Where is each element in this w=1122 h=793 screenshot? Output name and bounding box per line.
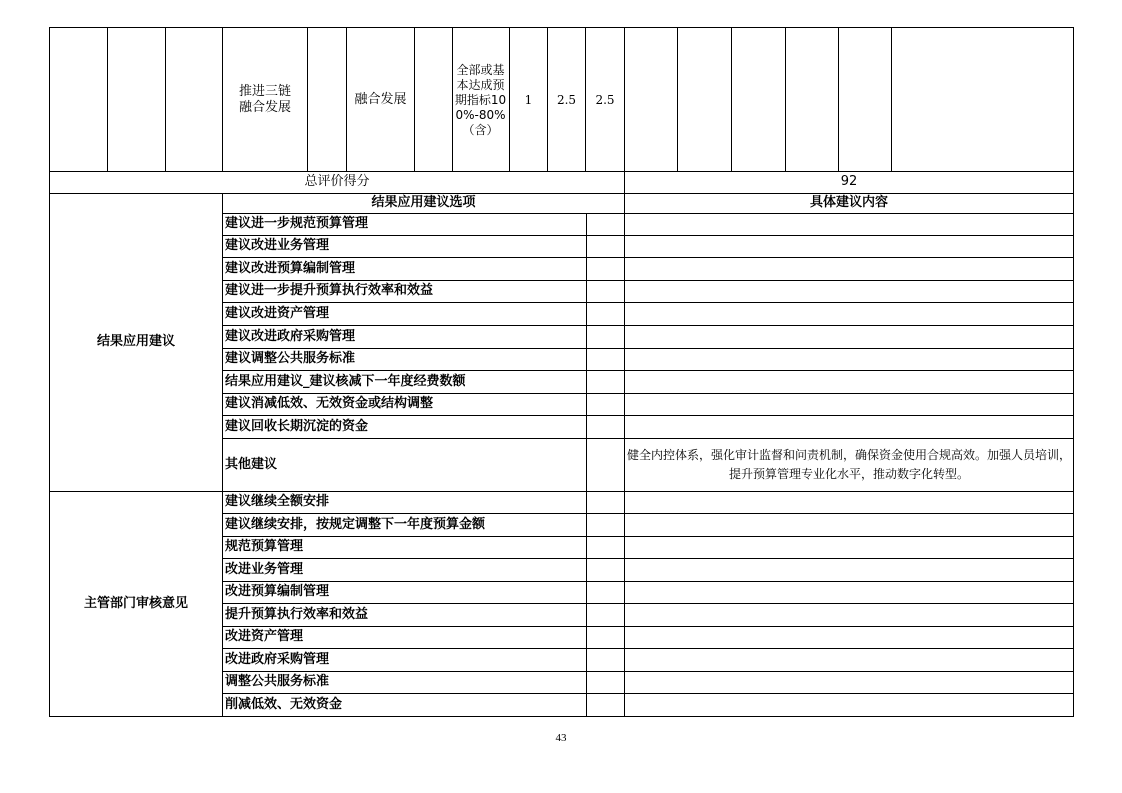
rule-col (838, 27, 839, 172)
rule-col (165, 27, 166, 172)
score-value: 2.5 (595, 92, 615, 107)
results-options-header: 结果应用建议选项 (371, 195, 476, 211)
results-item: 建议改进政府采购管理 (225, 328, 356, 344)
review-item: 提升预算执行效率和效益 (225, 606, 369, 622)
rule-col (624, 27, 625, 717)
review-item: 改进资产管理 (225, 629, 304, 645)
rule-right (1073, 27, 1074, 717)
review-section-label: 主管部门审核意见 (83, 595, 188, 611)
results-section-label: 结果应用建议 (96, 334, 175, 350)
results-item: 建议进一步提升预算执行效率和效益 (225, 283, 434, 299)
results-other-label: 其他建议 (225, 456, 278, 472)
results-item: 建议进一步规范预算管理 (225, 216, 369, 232)
results-item: 建议改进预算编制管理 (225, 260, 356, 276)
results-other-content: 健全内控体系，强化审计监督和问责机制，确保资金使用合规高效。加强人员培训，提升预算管理专业化水平，推动数字化转型。 (627, 447, 1072, 481)
rule-col (891, 27, 892, 172)
review-item: 改进业务管理 (225, 561, 304, 577)
rule-top (49, 27, 1074, 28)
total-score-label: 总评价得分 (304, 174, 370, 190)
rule-col (452, 27, 453, 172)
review-item: 削减低效、无效资金 (225, 696, 343, 712)
indicator-name: 推进三链融合发展 (238, 83, 291, 115)
results-item: 建议改进业务管理 (225, 238, 330, 254)
page-number: 43 (555, 732, 567, 745)
rule-bottom (49, 716, 1074, 717)
review-item: 规范预算管理 (225, 539, 304, 555)
rule-col (785, 27, 786, 172)
results-item: 建议改进资产管理 (225, 305, 330, 321)
review-item: 改进政府采购管理 (225, 651, 330, 667)
rule-col (222, 27, 223, 172)
results-content-header: 具体建议内容 (809, 195, 888, 211)
review-item: 建议继续全额安排 (225, 494, 330, 510)
results-item: 建议调整公共服务标准 (225, 351, 356, 367)
rule-col (107, 27, 108, 172)
review-item: 改进预算编制管理 (225, 584, 330, 600)
rule-col (731, 27, 732, 172)
review-item: 建议继续安排，按规定调整下一年度预算金额 (225, 516, 486, 532)
results-item: 结果应用建议_建议核减下一年度经费数额 (225, 373, 466, 389)
rule-col (414, 27, 415, 172)
target-value: 2.5 (556, 92, 577, 107)
scoring-standard: 全部或基本达成预期指标100%-80%（含） (454, 62, 507, 137)
rule-col (307, 27, 308, 172)
weight-value: 1 (524, 92, 533, 107)
rule-col-check (586, 491, 587, 717)
results-item: 建议回收长期沉淀的资金 (225, 418, 369, 434)
rule-col (677, 27, 678, 172)
review-item: 调整公共服务标准 (225, 674, 330, 690)
sub-indicator: 融合发展 (354, 91, 407, 107)
total-score-value: 92 (840, 174, 858, 190)
results-item: 建议消减低效、无效资金或结构调整 (225, 396, 434, 412)
rule-col-check (586, 213, 587, 491)
